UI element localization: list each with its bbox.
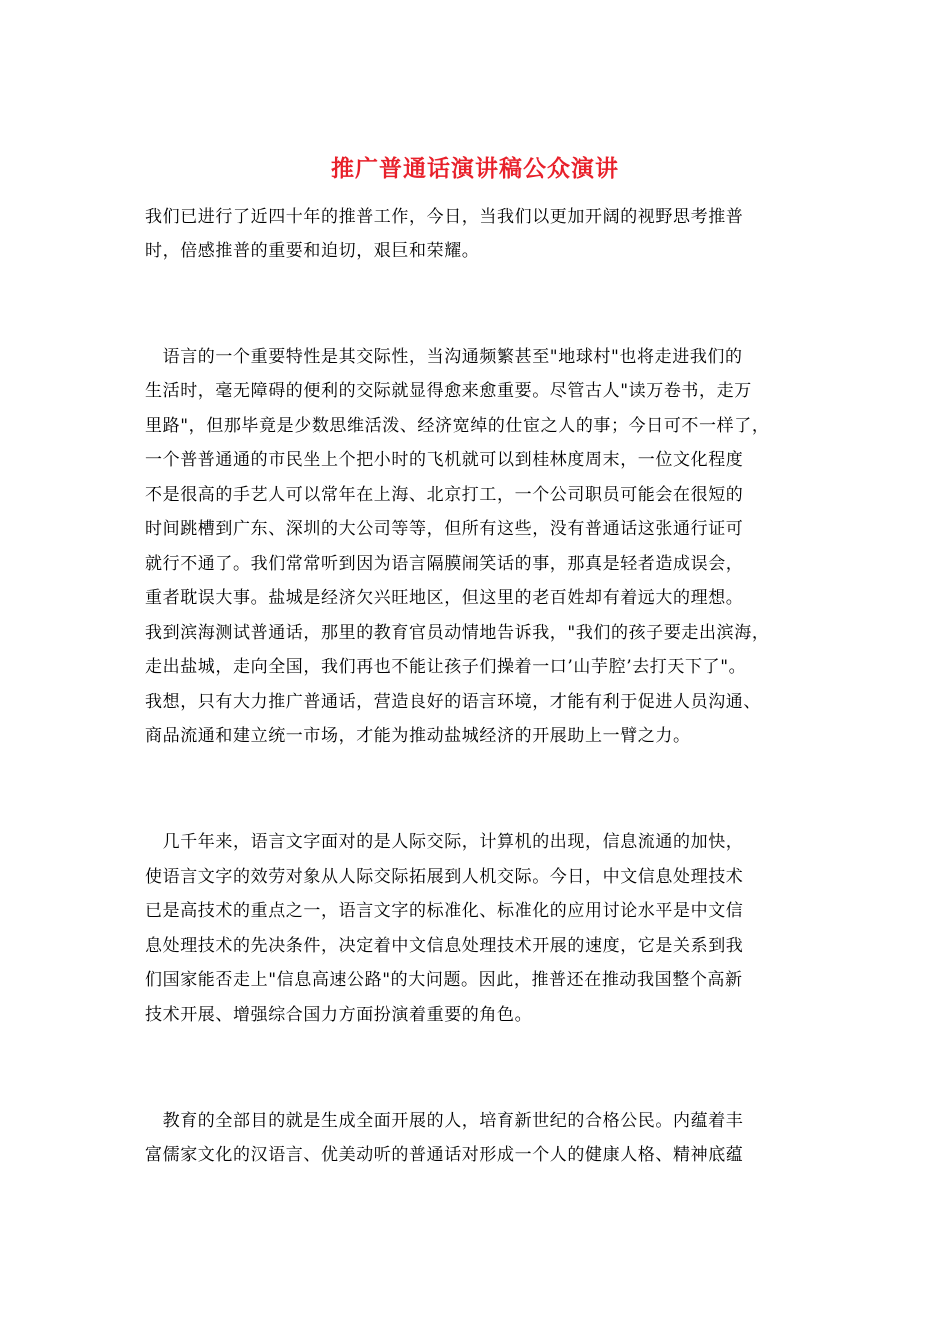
text-line: 一个普普通通的市民坐上个把小时的飞机就可以到桂林度周末，一位文化程度 bbox=[145, 450, 744, 470]
text-line: 已是高技术的重点之一，语言文字的标准化、标准化的应用讨论水平是中文信 bbox=[145, 901, 744, 921]
text-line: 重者耽误大事。盐城是经济欠兴旺地区，但这里的老百姓却有着远大的理想。 bbox=[145, 588, 744, 608]
text-line: 教育的全部目的就是生成全面开展的人，培育新世纪的合格公民。内蕴着丰 bbox=[145, 1111, 744, 1131]
text-line: 不是很高的手艺人可以常年在上海、北京打工，一个公司职员可能会在很短的 bbox=[145, 485, 744, 505]
text-line: 里路"，但那毕竟是少数思维活泼、经济宽绰的仕宦之人的事；今日可不一样了， bbox=[145, 416, 770, 436]
text-line: 走出盐城，走向全国，我们再也不能让孩子们操着一口’山芋腔’去打天下了"。 bbox=[145, 657, 747, 677]
text-line: 语言的一个重要特性是其交际性，当沟通频繁甚至"地球村"也将走进我们的 bbox=[145, 347, 743, 367]
text-line: 我到滨海测试普通话，那里的教育官员动情地告诉我，"我们的孩子要走出滨海， bbox=[145, 623, 770, 643]
text-line: 时间跳槽到广东、深圳的大公司等等，但所有这些，没有普通话这张通行证可 bbox=[145, 519, 744, 539]
document-title: 推广普通话演讲稿公众演讲 bbox=[331, 155, 619, 182]
text-line: 我们已进行了近四十年的推普工作，今日，当我们以更加开阔的视野思考推普 bbox=[145, 207, 744, 227]
text-line: 我想，只有大力推广普通话，营造良好的语言环境，才能有利于促进人员沟通、 bbox=[145, 692, 761, 712]
text-line: 几千年来，语言文字面对的是人际交际，计算机的出现，信息流通的加快， bbox=[145, 832, 744, 852]
text-line: 生活时，毫无障碍的便利的交际就显得愈来愈重要。尽管古人"读万卷书，走万 bbox=[145, 381, 752, 401]
text-line: 们国家能否走上"信息高速公路"的大问题。因此，推普还在推动我国整个高新 bbox=[145, 970, 743, 990]
text-line: 就行不通了。我们常常听到因为语言隔膜闹笑话的事，那真是轻者造成误会， bbox=[145, 554, 744, 574]
text-line: 使语言文字的效劳对象从人际交际拓展到人机交际。今日，中文信息处理技术 bbox=[145, 867, 744, 887]
text-line: 时，倍感推普的重要和迫切，艰巨和荣耀。 bbox=[145, 241, 480, 261]
text-line: 技术开展、增强综合国力方面扮演着重要的角色。 bbox=[145, 1005, 533, 1025]
text-line: 息处理技术的先决条件，决定着中文信息处理技术开展的速度，它是关系到我 bbox=[145, 936, 744, 956]
text-line: 商品流通和建立统一市场，才能为推动盐城经济的开展助上一臂之力。 bbox=[145, 726, 691, 746]
text-line: 富儒家文化的汉语言、优美动听的普通话对形成一个人的健康人格、精神底蕴 bbox=[145, 1145, 744, 1165]
